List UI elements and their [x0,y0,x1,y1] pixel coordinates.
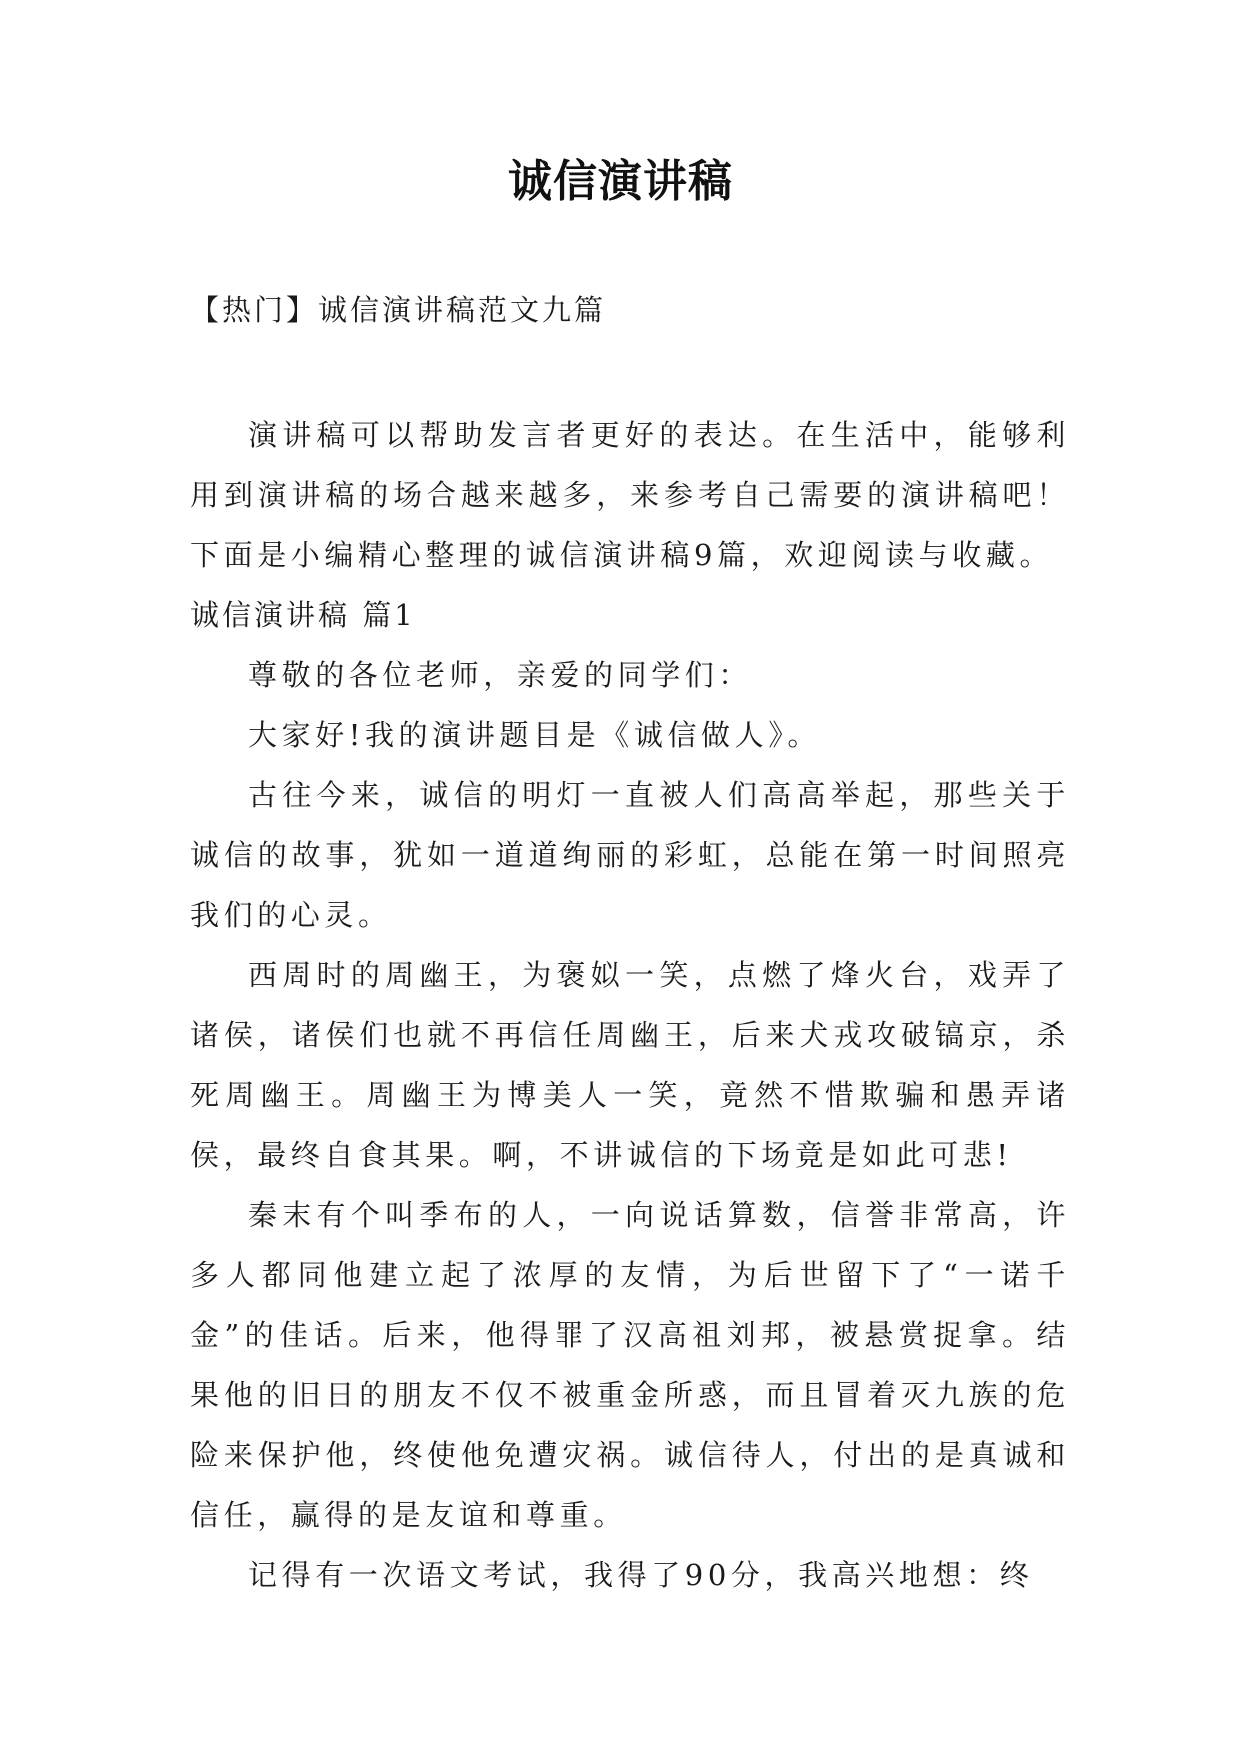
document-subtitle: 【热门】诚信演讲稿范文九篇 [190,293,607,327]
document-body [190,405,1070,1605]
paragraph-body: 记得有一次语文考试，我得了90分，我高兴地想：终 [248,1558,1034,1592]
paragraph-salutation: 尊敬的各位老师，亲爱的同学们： [248,658,753,692]
paragraph-body: 西周时的周幽王，为褒姒一笑，点燃了烽火台，戏弄了诸侯，诸侯们也就不再信任周幽王，后来犬戎攻破镐京，杀死周幽王。周幽王为博美人一笑，竟然不惜欺骗和愚弄诸侯，最终自食其果。啊，不讲诚信的下场竟是如此可悲! [190,958,1070,1172]
paragraph-greeting: 大家好!我的演讲题目是《诚信做人》。 [248,718,821,752]
section-heading: 诚信演讲稿 篇1 [190,598,416,632]
paragraph-body: 秦末有个叫季布的人，一向说话算数，信誉非常高，许多人都同他建立起了浓厚的友情，为后世留下了“一诺千金”的佳话。后来，他得罪了汉高祖刘邦，被悬赏捉拿。结果他的旧日的朋友不仅不被重金所惑，而且冒着灭九族的危险来保护他，终使他免遭灾祸。诚信待人，付出的是真诚和信任，赢得的是友谊和尊重。 [190,1198,1070,1532]
paragraph-body: 古往今来，诚信的明灯一直被人们高高举起，那些关于诚信的故事，犹如一道道绚丽的彩虹，总能在第一时间照亮我们的心灵。 [190,778,1070,932]
document-title: 诚信演讲稿 [508,156,733,207]
paragraph-intro: 演讲稿可以帮助发言者更好的表达。在生活中，能够利用到演讲稿的场合越来越多，来参考自己需要的演讲稿吧！下面是小编精心整理的诚信演讲稿9篇，欢迎阅读与收藏。 [190,418,1070,572]
